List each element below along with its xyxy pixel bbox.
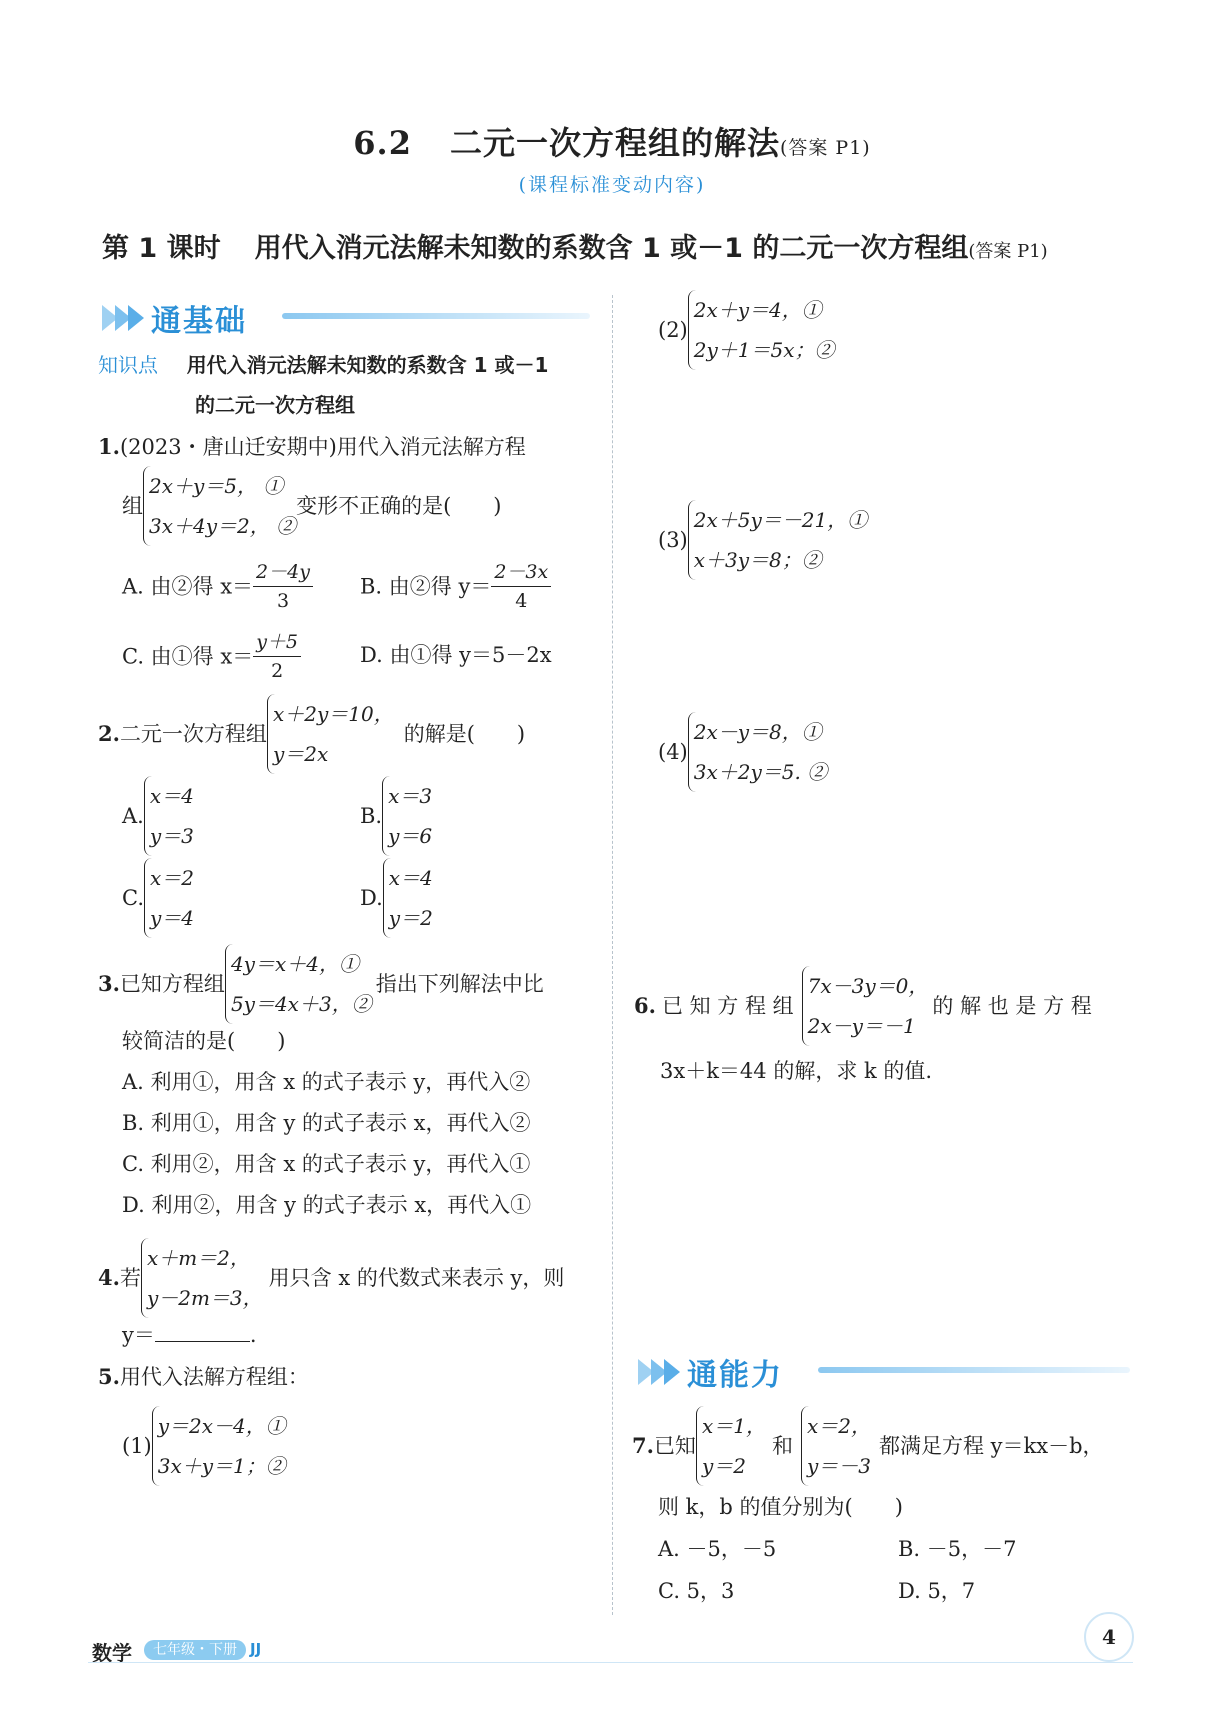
q4-answer-post: . (249, 1323, 257, 1347)
knowledge-point (98, 350, 548, 380)
section-title (0, 118, 1224, 164)
q2-a-eq2: y＝3 (149, 824, 194, 848)
q2-a-label: A. (122, 804, 144, 828)
q7-option-b[interactable]: B. －5，－7 (898, 1537, 1017, 1561)
q2-brace (267, 694, 394, 774)
q2-a-brace (144, 776, 194, 856)
q2-a-eq1: x＝4 (149, 784, 194, 808)
q5-part3 (658, 500, 867, 580)
q5-p3-label: (3) (658, 528, 688, 552)
q1-a-pre: A. 由②得 x＝ (122, 574, 254, 599)
q7-pre: 已知 (653, 1434, 696, 1458)
q3-post: 指出下列解法中比 (375, 972, 544, 996)
q3-stem2: 较简洁的是( ) (122, 1029, 286, 1053)
q2-b-brace (382, 776, 432, 856)
lesson-title-text: 用代入消元法解未知数的系数含 1 或－1 的二元一次方程组 (254, 233, 969, 264)
banner-basic-line (282, 313, 590, 319)
q6-post: 的 解 也 是 方 程 (932, 994, 1092, 1018)
q2-number: 2. (98, 721, 120, 746)
knowledge-point-line1: 用代入消元法解未知数的系数含 1 或－1 (186, 353, 549, 377)
q2-eq2: y＝2x (272, 742, 329, 766)
q2-option-c[interactable] (122, 858, 194, 938)
q7-line2: 则 k，b 的值分别为( ) (658, 1495, 903, 1519)
q5-p4-eq2: 3x＋2y＝5. ② (693, 760, 828, 784)
q1-pre: 组 (122, 494, 143, 518)
q5-p2-eq2: 2y＋1＝5x；② (693, 338, 835, 362)
q7-post: 都满足方程 y＝kx－b， (878, 1434, 1104, 1458)
q2-c-brace (144, 858, 194, 938)
chevron-icon (664, 1359, 680, 1385)
q1-option-d[interactable]: D. 由①得 y＝5－2x (360, 643, 552, 667)
q6-number: 6. (634, 993, 656, 1018)
q5-p4-brace (688, 712, 827, 792)
q5-p2-label: (2) (658, 318, 688, 342)
q4-stem (98, 1238, 564, 1318)
footer-subject: 数学 (92, 1641, 132, 1665)
q7-option-c[interactable]: C. 5，3 (658, 1579, 735, 1603)
q3-option-d[interactable]: D. 利用②，用含 y 的式子表示 x，再代入① (122, 1193, 532, 1217)
section-answer-ref: (答案 P1) (779, 137, 871, 159)
q1-stem (98, 432, 526, 462)
q1-b-frac (491, 558, 551, 615)
banner-ability (638, 1350, 783, 1393)
q1-eq2: 3x＋4y＝2， ② (149, 514, 297, 538)
q4-number: 4. (98, 1265, 120, 1290)
q6-pre: 已 知 方 程 组 (661, 994, 794, 1018)
q4-eq2: y－2m＝3， (146, 1286, 263, 1310)
q1-option-b[interactable] (360, 558, 551, 615)
q1-a-num: 2－4y (253, 558, 313, 587)
q1-b-den: 4 (515, 590, 528, 612)
footer-rule (88, 1662, 1133, 1663)
q1-brace (143, 466, 296, 546)
q5-p3-eq1: 2x＋5y＝－21，① (693, 508, 868, 532)
q4-pre: 若 (119, 1266, 141, 1290)
q1-c-num: y＋5 (253, 628, 301, 657)
q1-eq1: 2x＋y＝5， ① (149, 474, 284, 498)
q3-eq2: 5y＝4x＋3，② (230, 992, 372, 1016)
q3-stem (98, 944, 544, 1024)
footer-edition: JJ (250, 1640, 262, 1658)
q5-p3-eq2: x＋3y＝8；② (693, 548, 822, 572)
q5-p2-brace (688, 290, 835, 370)
q4-answer-pre: y＝ (122, 1323, 155, 1347)
section-title-text: 二元一次方程组的解法 (449, 124, 780, 162)
q6-line2: 3x＋k＝44 的解，求 k 的值. (660, 1059, 933, 1083)
q2-eq1: x＋2y＝10， (272, 702, 394, 726)
q1-c-den: 2 (271, 660, 284, 682)
q4-answer (122, 1320, 257, 1350)
q1-number: 1. (98, 434, 120, 459)
q4-post: 用只含 x 的代数式来表示 y，则 (268, 1266, 565, 1290)
q7-stem (632, 1406, 1104, 1486)
q1-b-pre: B. 由②得 y＝ (360, 574, 492, 599)
q5-p1-brace (152, 1406, 286, 1486)
q4-answer-blank[interactable] (155, 1321, 250, 1342)
q1-option-c[interactable] (122, 628, 301, 685)
q2-c-eq2: y＝4 (150, 906, 195, 930)
q6-eq1: 7x－3y＝0， (807, 974, 929, 998)
q4-eq1: x＋m＝2， (146, 1246, 250, 1270)
q1-b-num: 2－3x (491, 558, 551, 587)
q2-option-b[interactable] (360, 776, 432, 856)
q5-part1 (122, 1406, 286, 1486)
q7-mid: 和 (771, 1434, 793, 1458)
q2-d-label: D. (360, 886, 383, 910)
q5-p4-label: (4) (658, 740, 688, 764)
q7-s2-eq2: y＝－3 (806, 1454, 871, 1478)
footer-grade-badge: 七年级・下册 (144, 1640, 246, 1660)
banner-ability-line (818, 1367, 1130, 1373)
q5-stem (98, 1362, 309, 1392)
q7-s1-eq1: x＝1， (701, 1414, 766, 1438)
q3-option-a[interactable]: A. 利用①，用含 x 的式子表示 y，再代入② (122, 1070, 531, 1094)
q3-option-b[interactable]: B. 利用①，用含 y 的式子表示 x，再代入② (122, 1111, 531, 1135)
q2-c-label: C. (122, 886, 144, 910)
q1-stem-text: (2023・唐山迁安期中)用代入消元法解方程 (119, 435, 526, 459)
q6-eq2: 2x－y＝－1 (807, 1014, 916, 1038)
q6-brace (802, 966, 929, 1046)
q5-p1-label: (1) (122, 1434, 152, 1458)
chevron-icon (128, 305, 144, 331)
q3-number: 3. (98, 971, 120, 996)
q1-post: 变形不正确的是( ) (296, 494, 502, 518)
subtitle: (课程标准变动内容) (518, 174, 706, 196)
q3-pre: 已知方程组 (119, 972, 225, 996)
q5-p4-eq1: 2x－y＝8，① (693, 720, 822, 744)
knowledge-point-line2: 的二元一次方程组 (195, 393, 355, 417)
q1-a-frac (253, 558, 313, 615)
q5-part2 (658, 290, 835, 370)
q2-post: 的解是( ) (403, 722, 526, 746)
q5-p3-brace (688, 500, 867, 580)
q2-option-a[interactable] (122, 776, 194, 856)
q2-d-eq1: x＝4 (388, 866, 433, 890)
q7-brace1 (696, 1406, 766, 1486)
q2-stem (98, 694, 525, 774)
lesson-answer-ref: (答案 P1) (968, 241, 1048, 262)
q2-b-eq1: x＝3 (388, 784, 433, 808)
banner-ability-text: 通能力 (687, 1358, 783, 1393)
q2-d-eq2: y＝2 (388, 906, 433, 930)
q7-s1-eq2: y＝2 (701, 1454, 746, 1478)
lesson-number: 第 1 课时 (102, 233, 221, 264)
q6-stem (634, 966, 1092, 1046)
q2-option-d[interactable] (360, 858, 433, 938)
q5-number: 5. (98, 1364, 120, 1389)
q1-a-den: 3 (276, 590, 290, 612)
q2-c-eq1: x＝2 (150, 866, 195, 890)
knowledge-point-tag: 知识点 (98, 353, 158, 377)
q5-stem-text: 用代入法解方程组： (119, 1365, 309, 1389)
column-divider (612, 295, 613, 1615)
q5-p2-eq1: 2x＋y＝4，① (693, 298, 822, 322)
q5-p1-eq1: y＝2x－4，① (157, 1414, 286, 1438)
q5-p1-eq2: 3x＋y＝1；② (157, 1454, 286, 1478)
q3-option-c[interactable]: C. 利用②，用含 x 的式子表示 y，再代入① (122, 1152, 531, 1176)
q1-system (122, 466, 502, 546)
q7-s2-eq1: x＝2， (806, 1414, 871, 1438)
q2-b-label: B. (360, 804, 383, 828)
section-number: 6.2 (353, 124, 412, 162)
page-number: 4 (1084, 1612, 1134, 1662)
q5-part4 (658, 712, 827, 792)
q7-option-d[interactable]: D. 5，7 (898, 1579, 976, 1603)
q4-brace (141, 1238, 263, 1318)
q1-c-frac (253, 628, 301, 685)
lesson-title (102, 226, 1048, 265)
q7-brace2 (801, 1406, 871, 1486)
q2-pre: 二元一次方程组 (119, 722, 267, 746)
q1-c-pre: C. 由①得 x＝ (122, 644, 254, 669)
q7-option-a[interactable]: A. －5，－5 (658, 1537, 777, 1561)
q7-number: 7. (632, 1433, 654, 1458)
banner-basic-text: 通基础 (151, 304, 247, 339)
q2-b-eq2: y＝6 (388, 824, 433, 848)
q3-eq1: 4y＝x＋4，① (230, 952, 359, 976)
banner-basic (102, 296, 247, 339)
q1-option-a[interactable] (122, 558, 313, 615)
q3-brace (225, 944, 372, 1024)
q2-d-brace (383, 858, 433, 938)
